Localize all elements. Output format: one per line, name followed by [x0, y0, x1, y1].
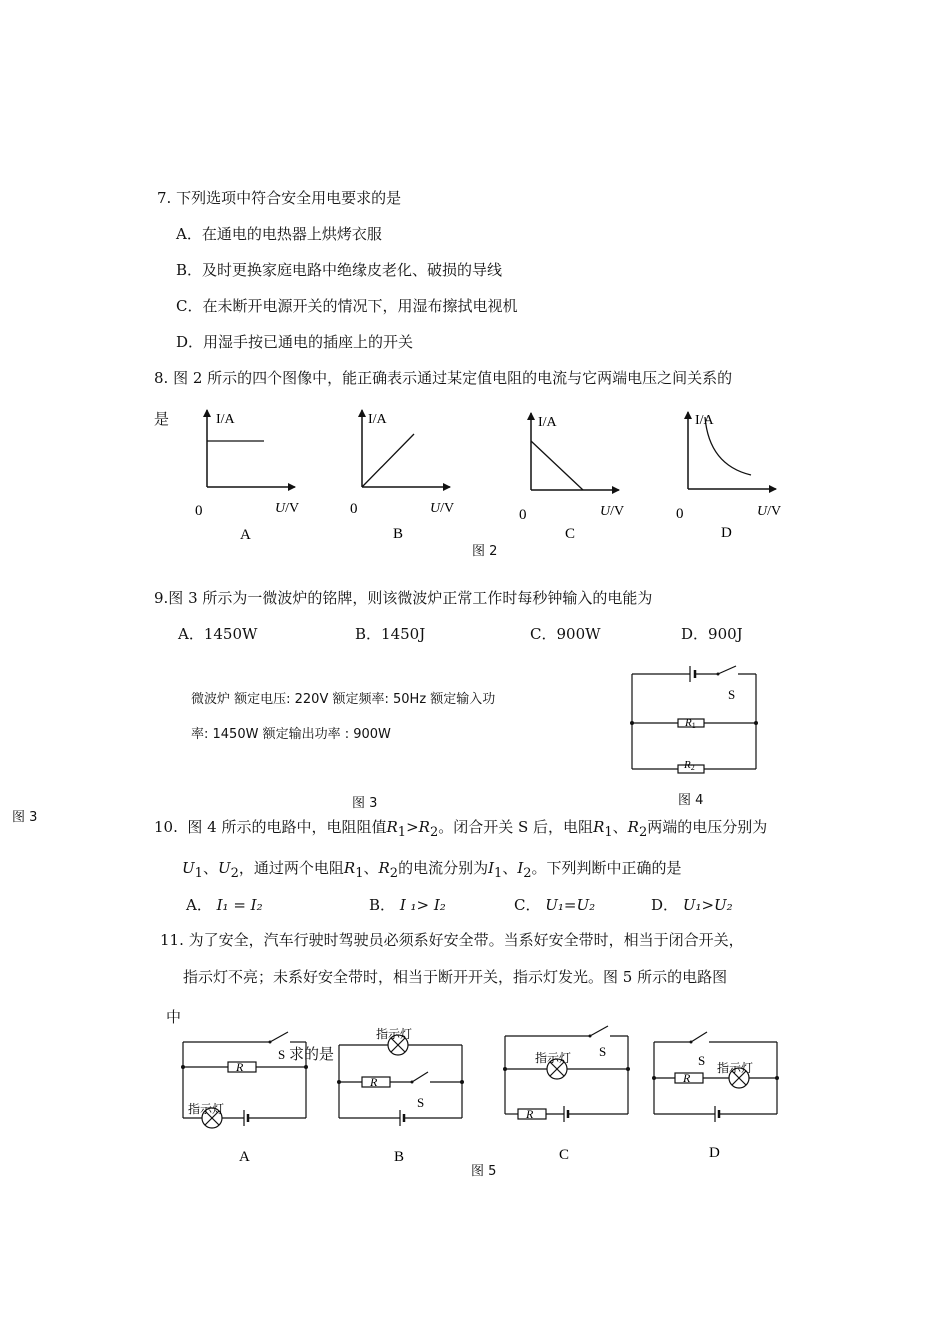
svg-text:S: S	[417, 1095, 425, 1110]
circuit-c	[500, 1014, 650, 1163]
svg-text:R: R	[683, 1071, 691, 1085]
svg-text:0: 0	[350, 501, 358, 517]
nameplate-line1: 微波炉 额定电压: 220V 额定频率: 50Hz 额定输入功	[191, 692, 496, 707]
svg-text:指示灯: 指示灯	[535, 1051, 572, 1065]
svg-text:指示灯: 指示灯	[188, 1102, 225, 1116]
graph-a-ylabel: I/A	[216, 412, 235, 427]
switch-icon	[270, 1032, 288, 1042]
fig3-margin-label: 图 3	[12, 810, 38, 825]
q9-option-c: C．900W	[530, 625, 601, 643]
graph-c-curve	[531, 441, 583, 490]
q7-option-a: A．在通电的电热器上烘烤衣服	[176, 225, 382, 243]
svg-text:S: S	[698, 1053, 706, 1068]
circuit-d	[649, 1020, 799, 1160]
q7-option-c: C．在未断开电源开关的情况下，用湿布擦拭电视机	[176, 297, 518, 315]
graph-b-letter: B	[393, 526, 404, 542]
q7-stem: 7. 下列选项中符合安全用电要求的是	[157, 189, 402, 207]
q9-option-d: D．900J	[681, 625, 743, 643]
graph-c	[514, 405, 634, 545]
svg-text:U/V: U/V	[757, 504, 782, 519]
switch-icon	[412, 1072, 428, 1082]
svg-text:R: R	[370, 1075, 378, 1089]
svg-text:I/A: I/A	[538, 415, 557, 430]
q8-stem-cont: 是	[154, 410, 170, 428]
q11-obscured-fragment: 求的是	[289, 1045, 335, 1063]
q10-option-c: C． U₁=U₂	[514, 896, 596, 914]
fig2-caption: 图 2	[472, 544, 498, 559]
q10-option-a: A． I₁ = I₂	[186, 896, 263, 914]
svg-text:0: 0	[676, 506, 684, 522]
q11-line3: 中	[166, 1008, 182, 1026]
switch-icon	[718, 666, 736, 674]
circuit-a	[178, 1020, 328, 1165]
q11-line2: 指示灯不亮；未系好安全带时，相当于断开开关，指示灯发光。图 5 所示的电路图	[183, 968, 728, 986]
graph-d	[671, 405, 791, 545]
nameplate-line2: 率: 1450W 额定输出功率 : 900W	[191, 727, 391, 742]
svg-text:D: D	[709, 1145, 720, 1161]
q10-option-b: B． I ₁> I₂	[369, 896, 446, 914]
graph-a	[190, 405, 310, 545]
svg-text:C: C	[559, 1147, 570, 1163]
q11-line1: 11. 为了安全，汽车行驶时驾驶员必须系好安全带。当系好安全带时，相当于闭合开关，	[160, 931, 744, 949]
svg-text:0: 0	[519, 507, 527, 523]
svg-text:U/V: U/V	[275, 501, 300, 516]
q7-option-b: B．及时更换家庭电路中绝缘皮老化、破损的导线	[176, 261, 503, 279]
fig4-circuit	[628, 664, 768, 774]
svg-text:指示灯: 指示灯	[376, 1027, 413, 1041]
graph-b	[345, 405, 465, 545]
q10-line1: 10. 图 4 所示的电路中，电阻阻值$R_1>R_2$。闭合开关 S 后，电阻$R_1$、$R_2$两端的电压分别为	[154, 818, 768, 840]
svg-text:R1: R1	[685, 717, 696, 730]
svg-text:U/V: U/V	[600, 504, 625, 519]
fig4-caption: 图 4	[678, 793, 704, 808]
svg-text:S: S	[278, 1047, 286, 1062]
svg-text:R: R	[526, 1107, 534, 1121]
q9-stem: 9.图 3 所示为一微波炉的铭牌，则该微波炉正常工作时每秒钟输入的电能为	[154, 589, 653, 607]
svg-text:R: R	[236, 1060, 244, 1074]
svg-text:U/V: U/V	[430, 501, 455, 516]
svg-text:I/A: I/A	[368, 412, 387, 427]
q10-line2: $U_1$、$U_2$，通过两个电阻$R_1$、$R_2$的电流分别为$I_1$、$I_2$。下列判断中正确的是	[182, 859, 682, 881]
svg-text:I/A: I/A	[695, 413, 714, 428]
svg-text:S: S	[728, 687, 736, 702]
svg-text:B: B	[394, 1149, 405, 1165]
switch-icon	[691, 1032, 707, 1042]
graph-b-curve	[362, 434, 414, 487]
graph-c-letter: C	[565, 526, 576, 542]
circuit-b	[334, 1020, 484, 1165]
svg-text:A: A	[239, 1149, 250, 1165]
graph-a-origin: 0	[195, 503, 203, 519]
q9-option-b: B．1450J	[355, 625, 426, 643]
q9-option-a: A．1450W	[178, 625, 258, 643]
graph-d-letter: D	[721, 525, 732, 541]
q7-option-d: D．用湿手按已通电的插座上的开关	[176, 333, 414, 351]
fig3-caption: 图 3	[352, 796, 378, 811]
switch-icon	[590, 1026, 608, 1036]
q8-stem: 8. 图 2 所示的四个图像中，能正确表示通过某定值电阻的电流与它两端电压之间关系的	[154, 369, 733, 387]
svg-text:R2: R2	[684, 759, 695, 772]
q10-option-d: D． U₁>U₂	[651, 896, 733, 914]
svg-text:S: S	[599, 1044, 607, 1059]
fig5-caption: 图 5	[471, 1164, 497, 1179]
svg-text:指示灯: 指示灯	[717, 1061, 754, 1075]
graph-a-letter: A	[240, 527, 251, 543]
